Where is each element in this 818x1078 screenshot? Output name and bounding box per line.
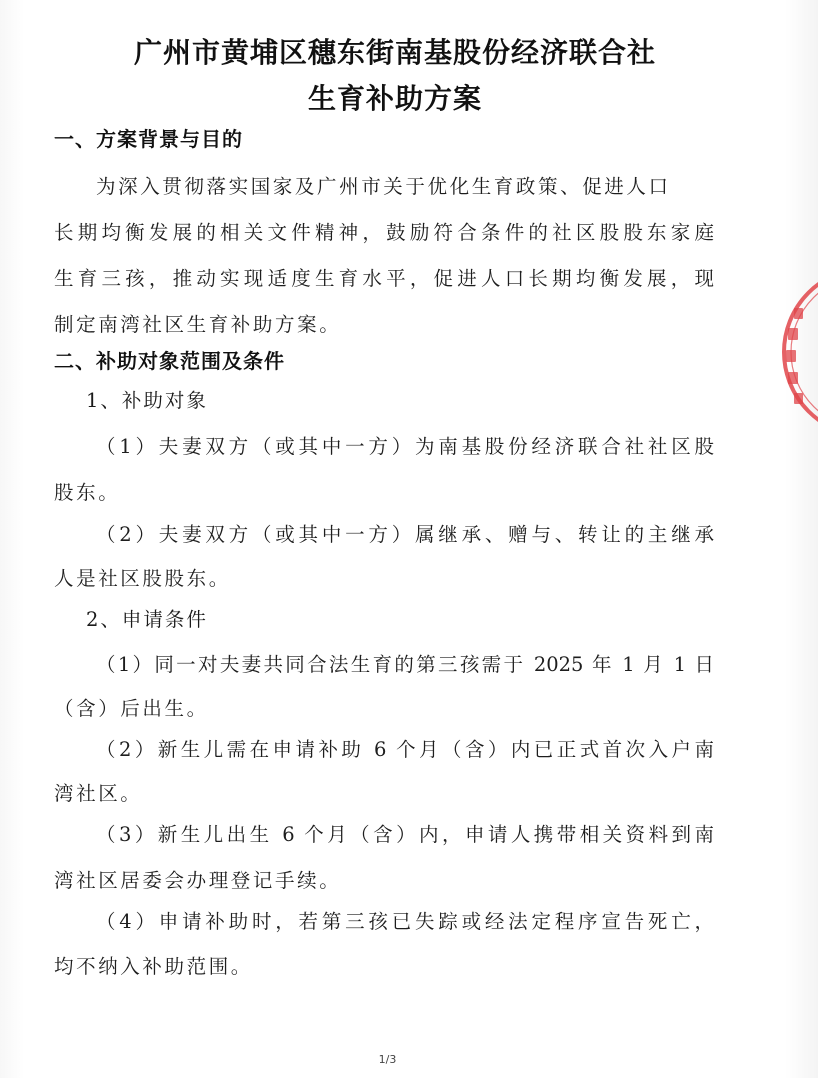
section-1-heading: 一、方案背景与目的 — [54, 127, 243, 151]
official-seal-stamp — [776, 280, 818, 430]
subsection-2-item-3-line-2: 湾社区居委会办理登记手续。 — [54, 869, 342, 892]
section-2-heading: 二、补助对象范围及条件 — [54, 349, 285, 373]
subsection-1-item-1-line-1: （1）夫妻双方（或其中一方）为南基股份经济联合社社区股 — [96, 435, 714, 458]
subsection-2-item-4-line-2: 均不纳入补助范围。 — [54, 955, 253, 978]
subsection-1-item-2-line-1: （2）夫妻双方（或其中一方）属继承、赠与、转让的主继承 — [96, 523, 714, 546]
subsection-2-heading: 2、申请条件 — [86, 608, 208, 631]
subsection-2-item-2-line-1: （2）新生儿需在申请补助 6 个月（含）内已正式首次入户南 — [96, 738, 714, 761]
subsection-1-item-1-line-2: 股东。 — [54, 481, 121, 504]
document-title-line-1: 广州市黄埔区穗东街南基股份经济联合社 — [133, 36, 656, 69]
page-number: 1/3 — [378, 1053, 397, 1066]
section-1-paragraph-line-4: 制定南湾社区生育补助方案。 — [54, 313, 342, 336]
document-title-line-2: 生育补助方案 — [307, 82, 482, 115]
seal-graphic — [776, 280, 818, 430]
section-1-paragraph-line-3: 生育三孩，推动实现适度生育水平，促进人口长期均衡发展，现 — [54, 267, 714, 290]
section-1-paragraph-line-2: 长期均衡发展的相关文件精神，鼓励符合条件的社区股股东家庭 — [54, 221, 714, 244]
subsection-1-heading: 1、补助对象 — [86, 389, 208, 412]
subsection-2-item-1-line-2: （含）后出生。 — [54, 697, 209, 720]
subsection-2-item-3-line-1: （3）新生儿出生 6 个月（含）内，申请人携带相关资料到南 — [96, 823, 714, 846]
section-1-paragraph-line-1: 为深入贯彻落实国家及广州市关于优化生育政策、促进人口 — [96, 175, 671, 198]
subsection-2-item-2-line-2: 湾社区。 — [54, 782, 143, 805]
subsection-2-item-4-line-1: （4）申请补助时，若第三孩已失踪或经法定程序宣告死亡， — [96, 910, 714, 933]
subsection-1-item-2-line-2: 人是社区股股东。 — [54, 567, 231, 590]
subsection-2-item-1-line-1: （1）同一对夫妻共同合法生育的第三孩需于 2025 年 1 月 1 日 — [96, 653, 714, 676]
